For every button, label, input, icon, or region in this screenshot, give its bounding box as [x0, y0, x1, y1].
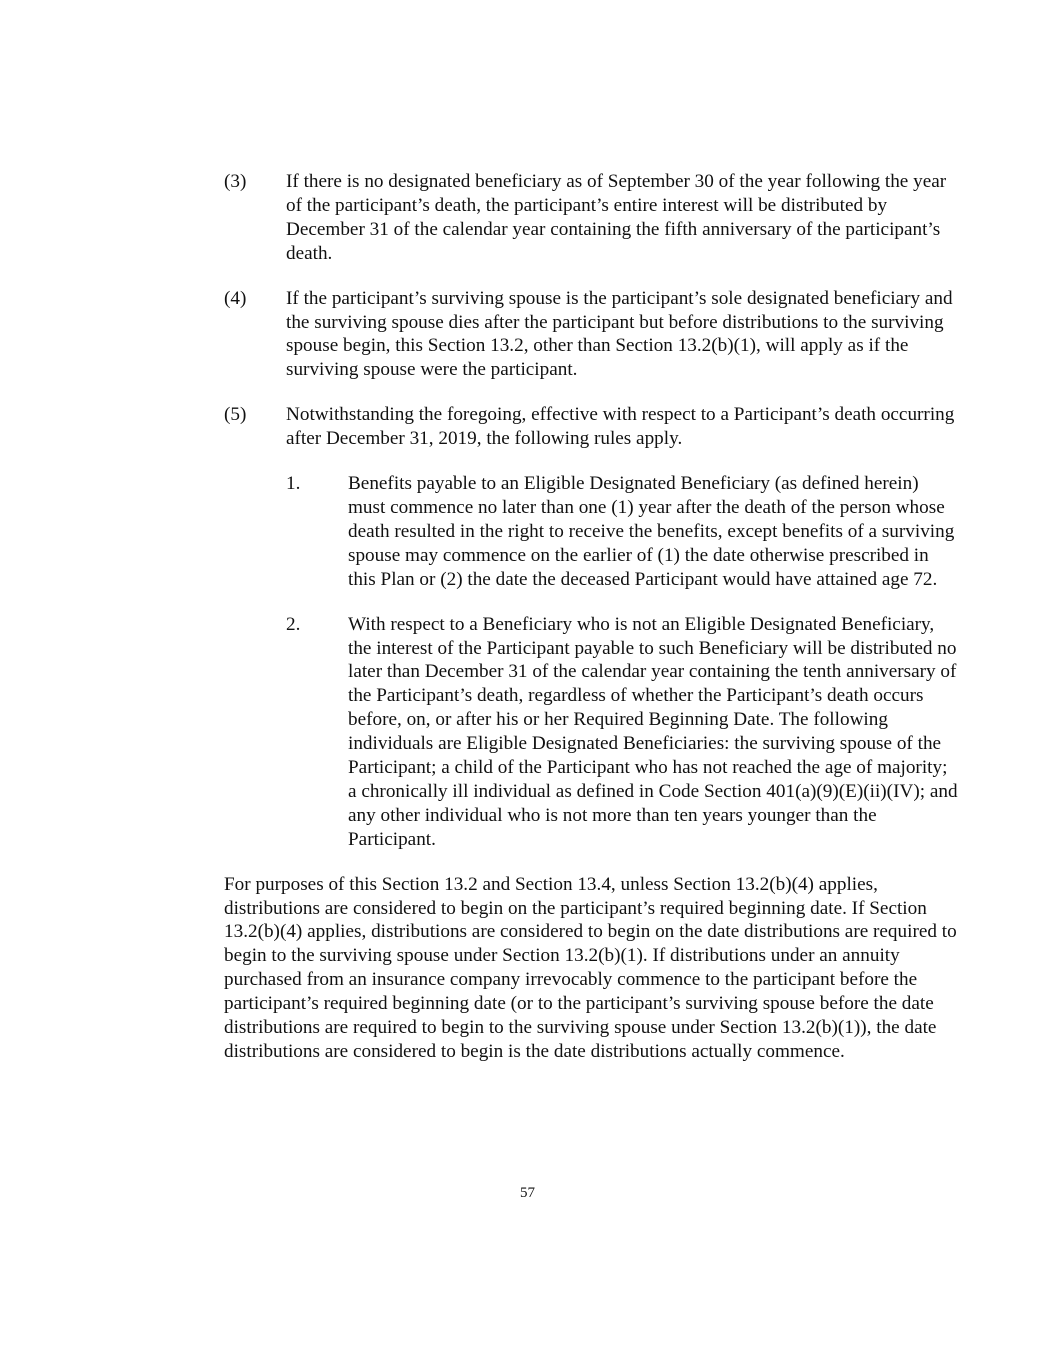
item-number: (5) [224, 404, 247, 426]
sub-item-number: 2. [286, 613, 301, 635]
list-item-5 [224, 403, 960, 851]
item-number: (3) [224, 171, 247, 192]
list-item-4 [224, 287, 960, 383]
sub-item-text: Benefits payable to an Eligible Designated Beneficiary (as defined herein) must commence no later than one (1) year after the death of the person whose death resulted in the right to receive the benefits, except benefits of a surviving spouse may commence on the earlier of (1) the date otherwise prescribed in this Plan or (2) the date the deceased Participant would have attained age 72. [348, 473, 955, 590]
item-head [224, 403, 960, 451]
sub-item-1 [286, 472, 960, 592]
item-text: Notwithstanding the foregoing, effective with respect to a Participant’s death occurring after December 31, 2019, the following rules apply. [286, 404, 955, 450]
page-content [224, 170, 960, 1064]
sub-item-2 [286, 613, 960, 852]
sub-list [224, 472, 960, 852]
closing-paragraph: For purposes of this Section 13.2 and Section 13.4, unless Section 13.2(b)(4) applies, distributions are considered to begin on the participant’s required beginning date. If Section 13.2(b)(4) applies, distributions are considered to begin on the date distributions are required to begin to the surviving spouse under Section 13.2(b)(1). If distributions under an annuity purchased from an insurance company irrevocably commence to the participant before the participant’s required beginning date (or to the participant’s surviving spouse before the date distributions are required to begin to the surviving spouse under Section 13.2(b)(1)), the date distributions are considered to begin is the date distributions actually commence. [224, 873, 957, 1062]
sub-item-number: 1. [286, 473, 301, 495]
sub-item-text: With respect to a Beneficiary who is not an Eligible Designated Beneficiary, the interest of the Participant payable to such Beneficiary will be distributed no later than December 31 of the calendar year containing the tenth anniversary of the Participant’s death, regardless of whether the Participant’s death occurs before, on, or after his or her Required Beginning Date. The following individuals are Eligible Designated Beneficiaries: the surviving spouse of the Participant; a child of the Participant who has not reached the age of majority; a chronically ill individual as defined in Code Section 401(a)(9)(E)(ii)(IV); and any other individual who is not more than ten years younger than the Participant. [348, 613, 958, 850]
item-number: (4) [224, 287, 247, 309]
item-text: If there is no designated beneficiary as of September 30 of the year following the year of the participant’s death, the participant’s entire interest will be distributed by December 31 of the calendar year containing the fifth anniversary of the participant’s death. [286, 171, 947, 264]
page-number: 57 [520, 1185, 535, 1201]
item-text: If the participant’s surviving spouse is the participant’s sole designated beneficiary and the surviving spouse dies after the participant but before distributions to the surviving spouse begin, this Section 13.2, other than Section 13.2(b)(1), will apply as if the surviving spouse were the participant. [286, 287, 953, 381]
list-item-3 [224, 170, 960, 266]
